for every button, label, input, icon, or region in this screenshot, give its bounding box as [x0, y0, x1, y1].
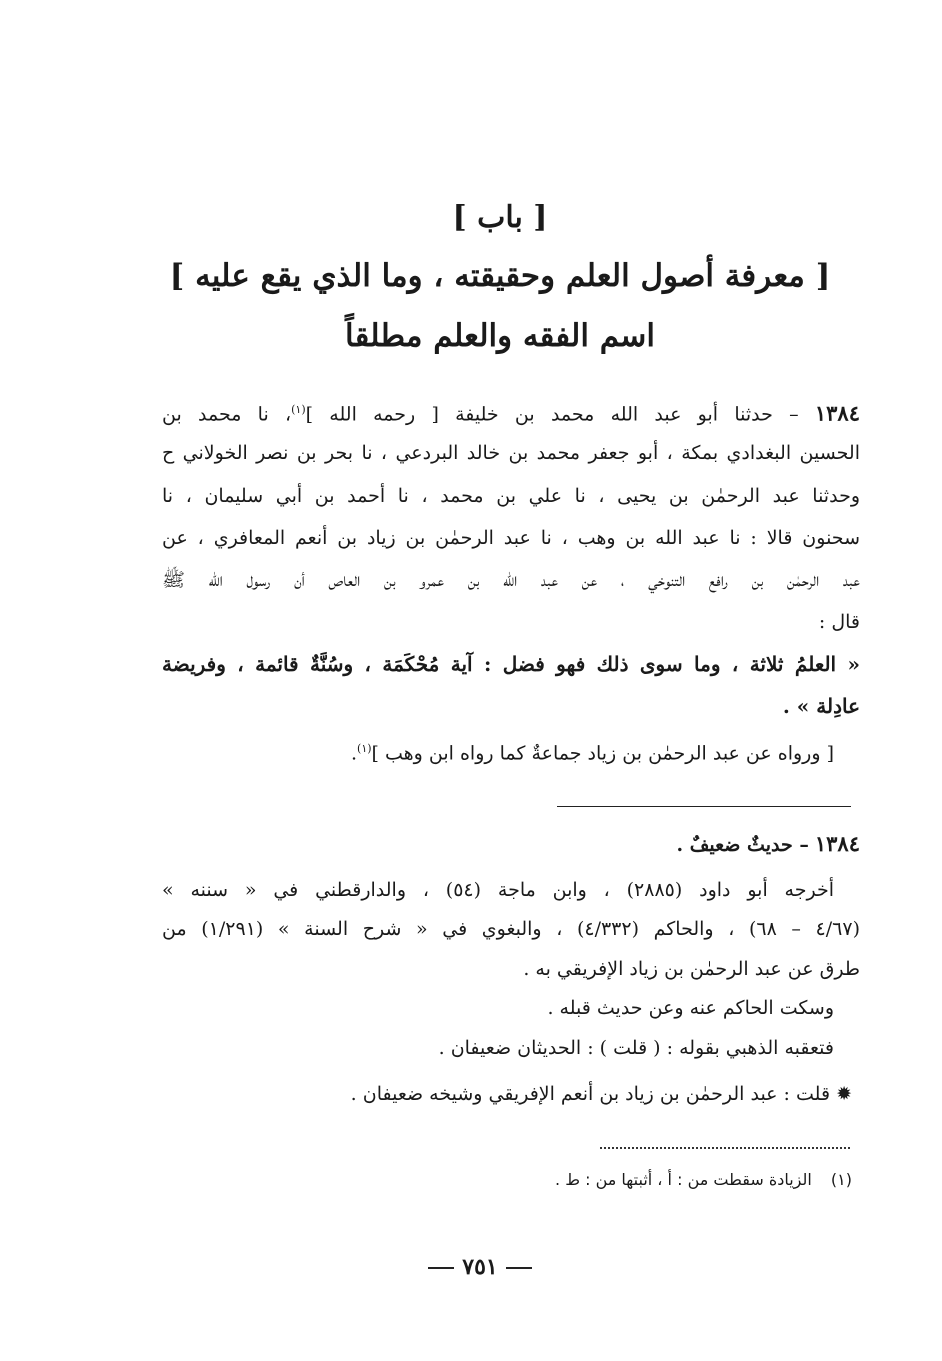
hadith-line-3: وحدثنا عبد الرحمٰن بن يحيى ، نا علي بن محمد ، نا أحمد بن أبي سليمان ، نا	[162, 485, 860, 507]
commentary-line-4: وسكت الحاكم عنه وعن حديث قبله .	[547, 997, 834, 1019]
hadith-matn-line-2: عادِلة » .	[782, 694, 860, 718]
hadith-isnad-cont: ، نا محمد بن	[162, 403, 292, 426]
hadith-note-text: [ ورواه عن عبد الرحمٰن بن زياد جماعةٌ كما رواه ابن وهب ]	[371, 742, 834, 765]
footnote-text: الزيادة سقطت من : أ ، أثبتها من : ط .	[555, 1170, 812, 1189]
footnote-separator	[600, 1147, 850, 1149]
section-separator	[557, 806, 851, 807]
hadith-note	[136, 735, 834, 767]
hadith-number: ١٣٨٤	[814, 400, 860, 426]
commentary-line-3: طرق عن عبد الرحمٰن بن زياد الإفريقي به .	[523, 958, 860, 980]
footnote-marker: (١)	[830, 1170, 852, 1189]
footnote-ref: (١)	[291, 403, 306, 416]
page-number: ٧٥١	[462, 1254, 498, 1280]
hadith-matn-line-1: « العلمُ ثلاثة ، وما سوى ذلك فهو فضل : آية مُحْكَمَة ، وسُنَّةٌ قائمة ، وفريضة	[162, 652, 860, 676]
commentary-grade: – حديثٌ ضعيفٌ .	[676, 834, 809, 856]
hadith-line-6: قال :	[818, 611, 860, 633]
commentary-line-6: ✹ قلت : عبد الرحمٰن بن زياد بن أنعم الإفريقي وشيخه ضعيفان .	[350, 1083, 852, 1105]
hadith-line-5: عبد الرحمٰن بن رافع التنوخي ، عن عبد الله بن عمرو بن العاص أن رسول الله ﷺ	[162, 569, 860, 591]
commentary-number: ١٣٨٤	[814, 831, 860, 856]
hadith-line-4: سحنون قالا : نا عبد الله بن وهب ، نا عبد الرحمٰن بن زياد بن أنعم المعافري ، عن	[162, 527, 860, 549]
commentary-line-5: فتعقبه الذهبي بقوله : ( قلت ) : الحديثان ضعيفان .	[438, 1037, 834, 1059]
commentary-line-2: (٤/٦٧ – ٦٨) ، والحاكم (٤/٣٣٢) ، والبغوي في « شرح السنة » (١/٢٩١) من	[162, 918, 860, 940]
chapter-label: [ باب ]	[452, 200, 548, 235]
chapter-title-line-2: اسم الفقه والعلم مطلقاً	[345, 318, 655, 354]
chapter-title-line-1: [ معرفة أصول العلم وحقيقته ، وما الذي يقع عليه ]	[169, 258, 831, 294]
page-number-block	[400, 1254, 560, 1280]
commentary-grade-line	[162, 830, 860, 859]
commentary-line-1: أخرجه أبو داود (٢٨٨٥) ، وابن ماجة (٥٤) ، والدارقطني في « سننه »	[162, 879, 834, 901]
hadith-line-2: الحسين البغدادي بمكة ، أبو جعفر محمد بن خالد البردعي ، نا بحر بن نصر الخولاني ح	[162, 442, 860, 464]
page-number-dash-left	[506, 1267, 532, 1269]
page-number-dash-right	[428, 1267, 454, 1269]
footnote	[555, 1170, 852, 1189]
hadith-note-end: .	[350, 742, 358, 765]
hadith-line-1	[162, 396, 860, 428]
footnote-ref: (١)	[357, 742, 372, 755]
hadith-isnad-start: – حدثنا أبو عبد الله محمد بن خليفة [ رحمه الله ]	[305, 403, 799, 426]
